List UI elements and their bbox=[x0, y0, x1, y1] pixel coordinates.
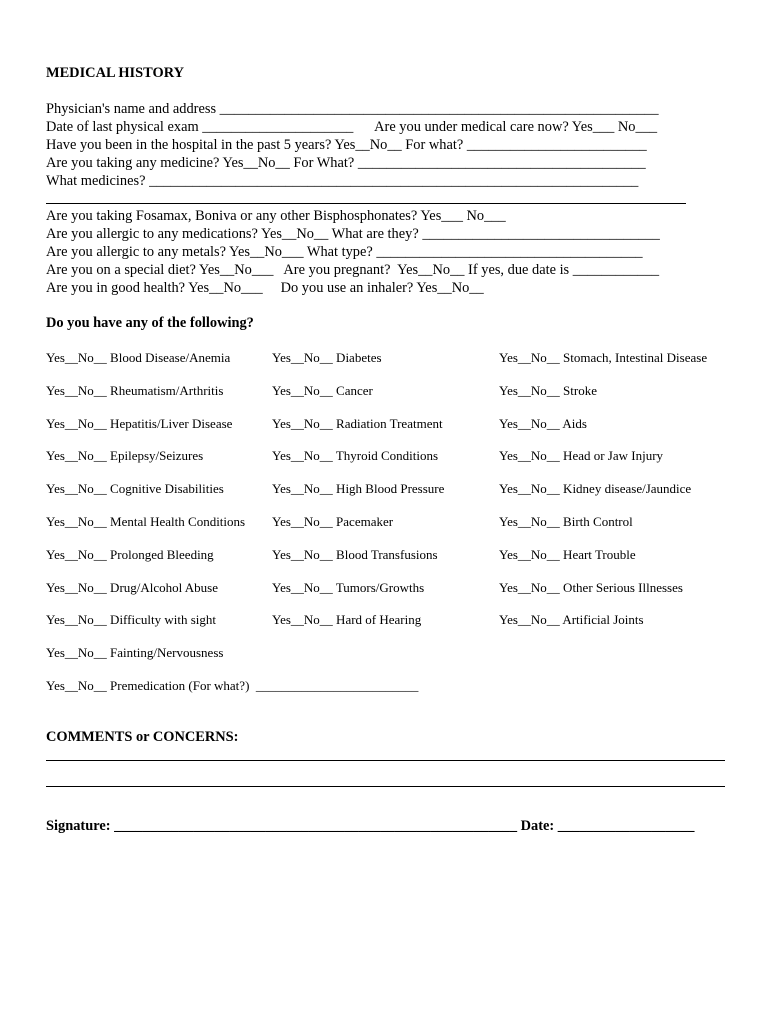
condition-item[interactable]: Yes__No__ Cognitive Disabilities bbox=[46, 481, 224, 497]
condition-item[interactable]: Yes__No__ Rheumatism/Arthritis bbox=[46, 382, 224, 398]
condition-item[interactable]: Yes__No__ Hepatitis/Liver Disease bbox=[46, 415, 233, 431]
comments-line-1[interactable] bbox=[46, 760, 725, 761]
physician-name-field[interactable]: Physician's name and address _____________________________________________________________ bbox=[46, 101, 659, 117]
medicines-list-field[interactable]: What medicines? ____________________________________________________________________ bbox=[46, 173, 639, 189]
condition-item[interactable]: Yes__No__ Radiation Treatment bbox=[272, 415, 443, 431]
condition-item[interactable]: Yes__No__ Tumors/Growths bbox=[272, 579, 425, 595]
last-exam-field[interactable]: Date of last physical exam _____________________ Are you under medical care now? Yes___ No___ bbox=[46, 119, 658, 135]
condition-item[interactable]: Yes__No__ High Blood Pressure bbox=[272, 481, 445, 497]
condition-item[interactable]: Yes__No__ Heart Trouble bbox=[499, 546, 636, 562]
condition-item[interactable]: Yes__No__ Birth Control bbox=[499, 514, 633, 529]
medication-allergy-field[interactable]: Are you allergic to any medications? Yes__No__ What are they? _________________________________ bbox=[46, 226, 660, 242]
health-inhaler-field[interactable]: Are you in good health? Yes__No___ Do you use an inhaler? Yes__No__ bbox=[46, 280, 484, 296]
condition-item[interactable]: Yes__No__ Cancer bbox=[272, 382, 373, 398]
medicine-field[interactable]: Are you taking any medicine? Yes__No__ For What? ________________________________________ bbox=[46, 155, 646, 171]
condition-item[interactable]: Yes__No__ Pacemaker bbox=[272, 514, 394, 529]
condition-item[interactable]: Yes__No__ Thyroid Conditions bbox=[272, 448, 439, 464]
comments-line-2[interactable] bbox=[46, 786, 725, 787]
condition-premedication[interactable]: Yes__No__ Premedication (For what?) _________________________ bbox=[46, 678, 419, 693]
condition-item[interactable]: Yes__No__ Difficulty with sight bbox=[46, 612, 216, 628]
condition-item[interactable]: Yes__No__ Artificial Joints bbox=[499, 612, 644, 628]
condition-item[interactable]: Yes__No__ Head or Jaw Injury bbox=[499, 448, 664, 464]
condition-item[interactable]: Yes__No__ Diabetes bbox=[272, 350, 382, 365]
condition-item[interactable]: Yes__No__ Blood Transfusions bbox=[272, 546, 438, 562]
condition-item[interactable]: Yes__No__ Stroke bbox=[499, 382, 597, 398]
comments-heading: COMMENTS or CONCERNS: bbox=[46, 729, 239, 745]
bisphosphonates-field[interactable]: Are you taking Fosamax, Boniva or any other Bisphosphonates? Yes___ No___ bbox=[46, 208, 506, 224]
condition-item[interactable]: Yes__No__ Epilepsy/Seizures bbox=[46, 448, 204, 464]
condition-item[interactable]: Yes__No__ Blood Disease/Anemia bbox=[46, 350, 231, 365]
signature-date-line[interactable]: Signature: ________________________________________________________ Date: ___________________ bbox=[46, 818, 695, 834]
condition-fainting[interactable]: Yes__No__ Fainting/Nervousness bbox=[46, 645, 224, 660]
condition-item[interactable]: Yes__No__ Kidney disease/Jaundice bbox=[499, 481, 692, 497]
condition-item[interactable]: Yes__No__ Other Serious Illnesses bbox=[499, 579, 683, 595]
condition-item[interactable]: Yes__No__ Aids bbox=[499, 415, 587, 431]
form-title: MEDICAL HISTORY bbox=[46, 65, 184, 81]
condition-item[interactable]: Yes__No__ Stomach, Intestinal Disease bbox=[499, 350, 708, 365]
condition-item[interactable]: Yes__No__ Hard of Hearing bbox=[272, 612, 422, 628]
diet-pregnancy-field[interactable]: Are you on a special diet? Yes__No___ Are you pregnant? Yes__No__ If yes, due date is ____________ bbox=[46, 262, 660, 278]
condition-item[interactable]: Yes__No__ Prolonged Bleeding bbox=[46, 546, 214, 562]
metal-allergy-field[interactable]: Are you allergic to any metals? Yes__No___ What type? _____________________________________ bbox=[46, 244, 643, 260]
conditions-heading: Do you have any of the following? bbox=[46, 315, 254, 331]
medicines-continuation-line[interactable] bbox=[46, 203, 686, 204]
condition-item[interactable]: Yes__No__ Drug/Alcohol Abuse bbox=[46, 579, 219, 595]
condition-item[interactable]: Yes__No__ Mental Health Conditions bbox=[46, 514, 246, 529]
hospital-field[interactable]: Have you been in the hospital in the past 5 years? Yes__No__ For what? _________________________ bbox=[46, 137, 647, 153]
